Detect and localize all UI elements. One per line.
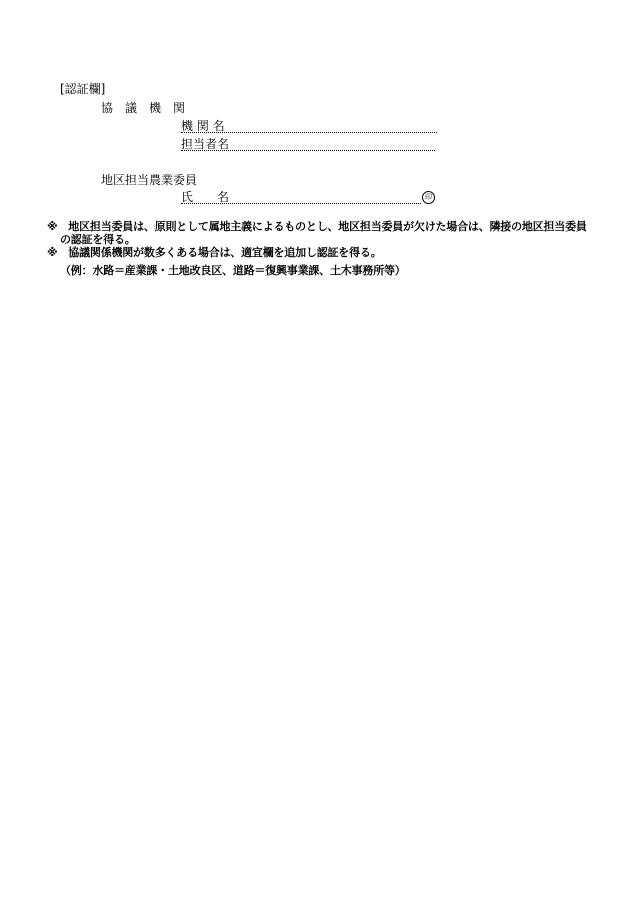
note-1-line-1: ※ 地区担当委員は、原則として属地主義によるものとし、地区担当委員が欠けた場合は、隣接の地区担当委員 (47, 220, 587, 233)
name-label: 氏 名 (181, 190, 230, 204)
name-field-line (181, 203, 421, 204)
note-1-line-2: の認証を得る。 (60, 233, 136, 246)
council-org-heading: 協 議 機 関 (101, 101, 186, 115)
person-in-charge-field-line (181, 150, 435, 151)
certification-heading: [認証欄] (60, 82, 106, 96)
org-name-label: 機 関 名 (181, 119, 225, 133)
note-2: ※ 協議関係機関が数多くある場合は、適宜欄を追加し認証を得る。 (47, 246, 382, 259)
org-name-field-line (181, 132, 437, 133)
person-in-charge-label: 担当者名 (181, 137, 230, 151)
note-example: （例：水路＝産業課・土地改良区、道路＝復興事業課、土木事務所等） (60, 264, 406, 277)
seal-mark-icon: 印 (422, 191, 435, 204)
committee-member-heading: 地区担当農業委員 (101, 173, 198, 187)
